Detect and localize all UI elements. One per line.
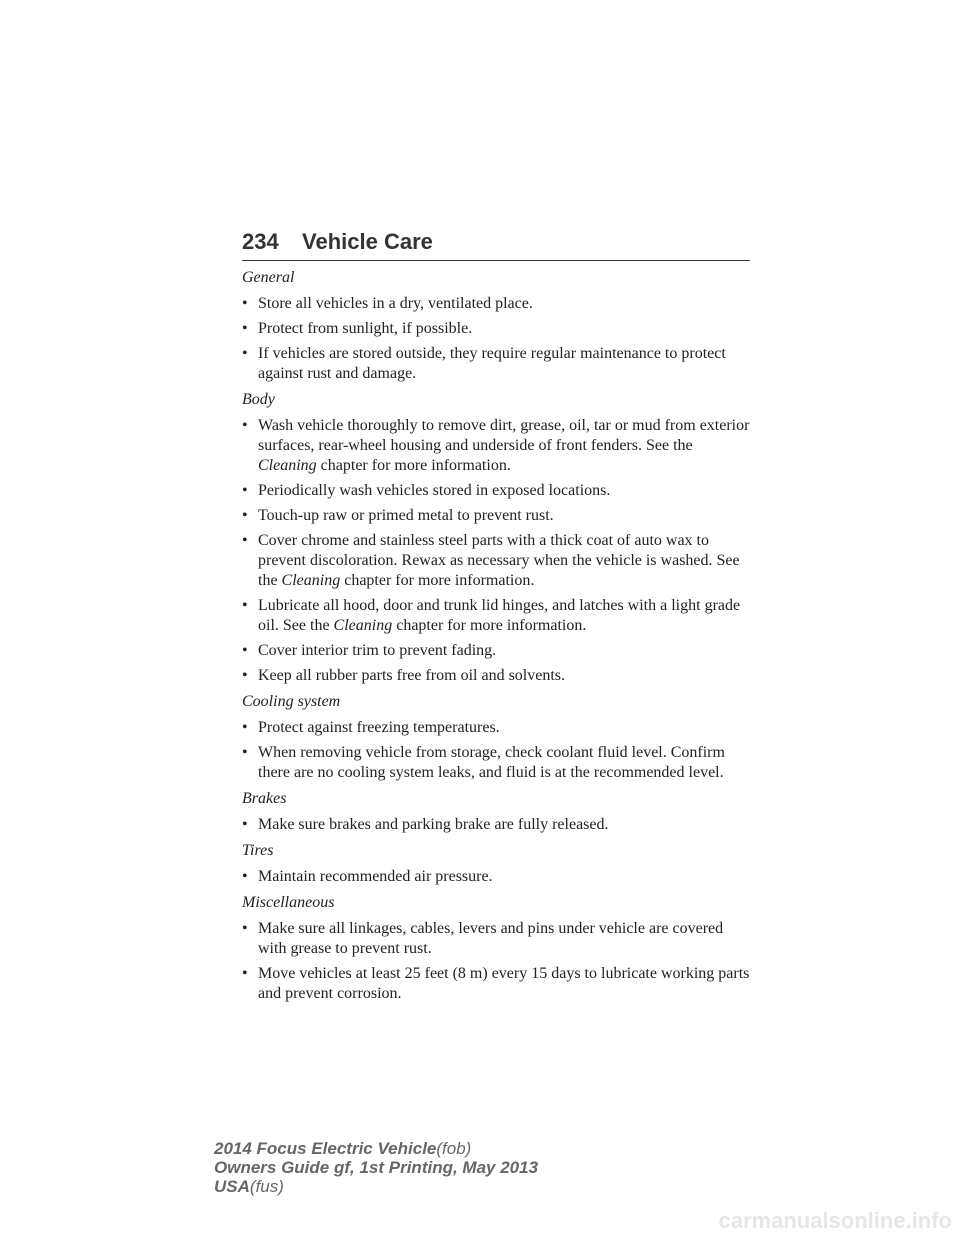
bullet-list bbox=[242, 867, 752, 887]
subheading: Brakes bbox=[242, 790, 287, 807]
chapter-reference: Cleaning bbox=[333, 617, 393, 634]
item-text: Touch-up raw or primed metal to prevent rust. bbox=[258, 507, 554, 524]
footer-model: 2014 Focus Electric Vehicle bbox=[214, 1139, 437, 1158]
list-item bbox=[242, 531, 752, 591]
footer-market-code: (fus) bbox=[249, 1177, 284, 1196]
bullet-icon: • bbox=[242, 868, 248, 885]
list-item bbox=[242, 596, 752, 636]
section-brakes bbox=[242, 789, 752, 835]
item-text: Store all vehicles in a dry, ventilated place. bbox=[258, 295, 533, 312]
bullet-list bbox=[242, 919, 752, 1004]
list-item bbox=[242, 641, 752, 661]
list-item bbox=[242, 815, 752, 835]
list-item bbox=[242, 416, 752, 476]
list-item bbox=[242, 919, 752, 959]
item-text: Wash vehicle thoroughly to remove dirt, grease, oil, tar or mud from exterior surfaces, rear-wheel housing and underside of front fenders. See the bbox=[258, 417, 750, 454]
item-text: If vehicles are stored outside, they require regular maintenance to protect against rust and damage. bbox=[258, 345, 726, 382]
item-text-after: chapter for more information. bbox=[396, 617, 587, 634]
list-item bbox=[242, 666, 752, 686]
bullet-icon: • bbox=[242, 642, 248, 659]
list-item bbox=[242, 506, 752, 526]
bullet-icon: • bbox=[242, 816, 248, 833]
item-text: Make sure all linkages, cables, levers and pins under vehicle are covered with grease to prevent rust. bbox=[258, 920, 724, 957]
list-item bbox=[242, 743, 752, 783]
item-text: Make sure brakes and parking brake are fully released. bbox=[258, 816, 609, 833]
item-text-after: chapter for more information. bbox=[320, 457, 511, 474]
footer-line-3 bbox=[214, 1177, 538, 1196]
subheading: Body bbox=[242, 391, 275, 408]
subheading: Cooling system bbox=[242, 693, 341, 710]
item-text: Lubricate all hood, door and trunk lid hinges, and latches with a light grade oil. See the bbox=[258, 597, 741, 634]
list-item bbox=[242, 964, 752, 1004]
chapter-reference: Cleaning bbox=[281, 572, 341, 589]
chapter-reference: Cleaning bbox=[258, 457, 317, 474]
page-header bbox=[242, 228, 750, 261]
page-content bbox=[242, 268, 752, 1010]
watermark: carmanualsonline.info bbox=[718, 1208, 952, 1233]
item-text: Move vehicles at least 25 feet (8 m) every 15 days to lubricate working parts and prevent corrosion. bbox=[258, 965, 750, 1002]
bullet-icon: • bbox=[242, 965, 248, 982]
list-item bbox=[242, 319, 752, 339]
footer-edition: Owners Guide gf, 1st Printing, May 2013 bbox=[214, 1158, 539, 1177]
bullet-icon: • bbox=[242, 482, 248, 499]
item-text: Maintain recommended air pressure. bbox=[258, 868, 493, 885]
bullet-icon: • bbox=[242, 507, 248, 524]
footer-line-1 bbox=[214, 1139, 538, 1158]
bullet-icon: • bbox=[242, 719, 248, 736]
bullet-list bbox=[242, 815, 752, 835]
list-item bbox=[242, 344, 752, 384]
item-text: Protect from sunlight, if possible. bbox=[258, 320, 473, 337]
bullet-list bbox=[242, 416, 752, 686]
section-general bbox=[242, 268, 752, 384]
item-text-after: chapter for more information. bbox=[344, 572, 535, 589]
bullet-icon: • bbox=[242, 744, 248, 761]
footer-line-2 bbox=[214, 1158, 538, 1177]
bullet-icon: • bbox=[242, 345, 248, 362]
bullet-icon: • bbox=[242, 295, 248, 312]
item-text: Protect against freezing temperatures. bbox=[258, 719, 500, 736]
section-body bbox=[242, 390, 752, 686]
item-text: Cover interior trim to prevent fading. bbox=[258, 642, 497, 659]
subheading: General bbox=[242, 269, 295, 286]
item-text: Cover chrome and stainless steel parts with a thick coat of auto wax to prevent discoloration. Rewax as necessary when the vehicle is washed. See the bbox=[258, 532, 740, 589]
item-text: When removing vehicle from storage, check coolant fluid level. Confirm there are no cooling system leaks, and fluid is at the recommended level. bbox=[258, 744, 725, 781]
list-item bbox=[242, 294, 752, 314]
bullet-icon: • bbox=[242, 667, 248, 684]
subheading: Miscellaneous bbox=[242, 894, 335, 911]
bullet-icon: • bbox=[242, 417, 248, 434]
list-item bbox=[242, 867, 752, 887]
section-cooling-system bbox=[242, 692, 752, 783]
document-footer bbox=[214, 1139, 538, 1196]
section-tires bbox=[242, 841, 752, 887]
bullet-icon: • bbox=[242, 920, 248, 937]
bullet-list bbox=[242, 718, 752, 783]
list-item bbox=[242, 718, 752, 738]
bullet-icon: • bbox=[242, 597, 248, 614]
item-text: Keep all rubber parts free from oil and solvents. bbox=[258, 667, 566, 684]
page-number: 234 bbox=[242, 229, 279, 254]
list-item bbox=[242, 481, 752, 501]
subheading: Tires bbox=[242, 842, 274, 859]
bullet-icon: • bbox=[242, 320, 248, 337]
bullet-list bbox=[242, 294, 752, 384]
section-miscellaneous bbox=[242, 893, 752, 1004]
footer-model-code: (fob) bbox=[436, 1139, 472, 1158]
bullet-icon: • bbox=[242, 532, 248, 549]
section-title: Vehicle Care bbox=[302, 229, 433, 254]
item-text: Periodically wash vehicles stored in exposed locations. bbox=[258, 482, 611, 499]
footer-market: USA bbox=[214, 1177, 250, 1196]
